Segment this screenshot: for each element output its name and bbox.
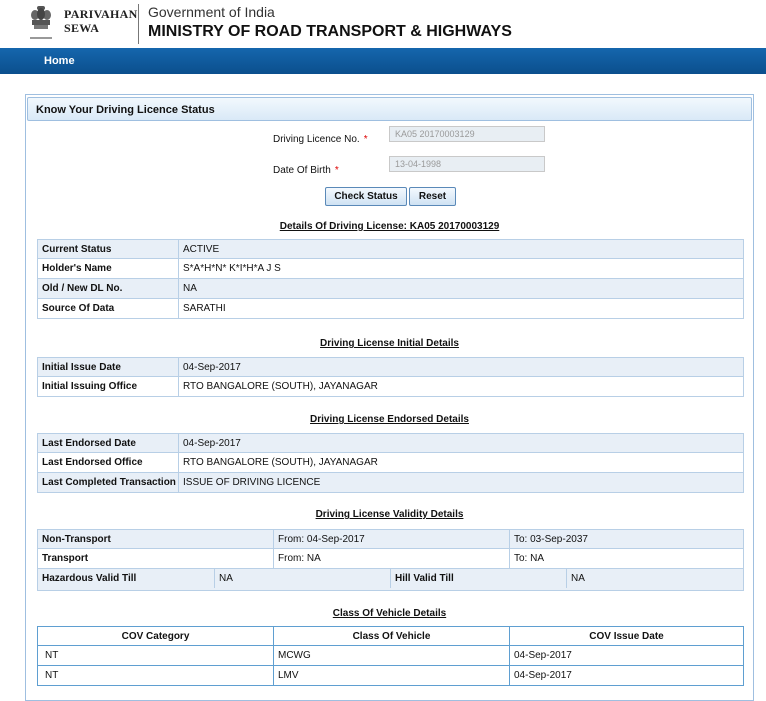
- endorsed-table: [37, 433, 744, 493]
- dob-input[interactable]: [389, 156, 545, 172]
- panel-title: Know Your Driving Licence Status: [36, 104, 215, 116]
- cov-header: COV Category: [121, 631, 190, 642]
- cov-header: Class Of Vehicle: [273, 627, 509, 646]
- row-value: 04-Sep-2017: [178, 434, 743, 453]
- endorsed-section-title: Driving License Endorsed Details: [310, 414, 469, 425]
- brand-line-1: PARIVAHAN: [64, 7, 138, 21]
- hill-label: Hill Valid Till: [390, 569, 566, 588]
- row-key: Holder's Name: [42, 263, 112, 274]
- row-value: ACTIVE: [178, 240, 743, 259]
- table-row: [37, 646, 744, 666]
- hazardous-label: Hazardous Valid Till: [42, 573, 137, 584]
- dob-label: Date Of Birth *: [273, 165, 339, 176]
- details-table: [37, 239, 744, 319]
- header-divider: [138, 4, 139, 44]
- row-value: RTO BANGALORE (SOUTH), JAYANAGAR: [178, 377, 743, 396]
- table-row: [37, 473, 744, 493]
- cov-section-title: Class Of Vehicle Details: [332, 608, 447, 619]
- cov-issue-date: 04-Sep-2017: [509, 666, 743, 685]
- row-key: Last Endorsed Date: [42, 438, 136, 449]
- cov-category: NT: [45, 650, 59, 661]
- table-row: [37, 357, 744, 377]
- table-row: [37, 299, 744, 319]
- cov-table: [37, 626, 744, 686]
- cov-issue-date: 04-Sep-2017: [509, 646, 743, 665]
- row-key: Initial Issue Date: [42, 362, 121, 373]
- table-row: [37, 453, 744, 473]
- cov-class: LMV: [273, 666, 509, 685]
- hill-value: NA: [566, 569, 743, 588]
- table-row: [37, 239, 744, 259]
- nav-home-link[interactable]: Home: [44, 55, 75, 67]
- initial-table: [37, 357, 744, 397]
- initial-section-title: Driving License Initial Details: [320, 338, 459, 349]
- table-row: [37, 666, 744, 686]
- row-key: Last Completed Transaction: [42, 477, 176, 488]
- table-row: [37, 529, 744, 549]
- ministry-title: MINISTRY OF ROAD TRANSPORT & HIGHWAYS: [148, 23, 512, 40]
- cov-class: MCWG: [273, 646, 509, 665]
- row-key: Transport: [42, 553, 89, 564]
- reset-button[interactable]: Reset: [409, 187, 456, 206]
- dl-number-input[interactable]: [389, 126, 545, 142]
- table-row: [37, 549, 744, 569]
- row-value: ISSUE OF DRIVING LICENCE: [178, 473, 743, 492]
- table-row: [37, 259, 744, 279]
- row-value: NA: [178, 279, 743, 298]
- cov-header-row: [37, 626, 744, 646]
- table-row: [37, 433, 744, 453]
- panel-header: [27, 97, 752, 121]
- dl-number-label: Driving Licence No. *: [273, 134, 368, 145]
- row-value: 04-Sep-2017: [178, 358, 743, 377]
- row-key: Last Endorsed Office: [42, 457, 143, 468]
- required-marker: *: [334, 165, 339, 176]
- required-marker: *: [363, 134, 368, 145]
- row-value: S*A*H*N* K*I*H*A J S: [178, 259, 743, 278]
- details-section-title: Details Of Driving License: KA05 20170003129: [279, 221, 500, 232]
- row-key: Non-Transport: [42, 534, 111, 545]
- row-key: Old / New DL No.: [42, 283, 123, 294]
- validity-from: From: 04-Sep-2017: [273, 530, 509, 549]
- row-key: Current Status: [42, 244, 112, 255]
- row-value: RTO BANGALORE (SOUTH), JAYANAGAR: [178, 453, 743, 472]
- check-status-button[interactable]: Check Status: [325, 187, 407, 206]
- table-row: [37, 377, 744, 397]
- government-label: Government of India: [148, 4, 275, 20]
- nav-bar: [0, 48, 766, 74]
- cov-header: COV Issue Date: [509, 627, 743, 646]
- cov-category: NT: [45, 670, 59, 681]
- national-emblem-icon: [26, 4, 56, 44]
- site-header: [0, 0, 766, 48]
- row-value: SARATHI: [178, 299, 743, 318]
- validity-to: To: 03-Sep-2037: [509, 530, 743, 549]
- validity-section-title: Driving License Validity Details: [315, 509, 464, 520]
- brand-line-2: SEWA: [64, 21, 100, 35]
- hazardous-value: NA: [214, 569, 390, 588]
- row-key: Source Of Data: [42, 303, 115, 314]
- validity-to: To: NA: [509, 549, 743, 568]
- dl-status-panel: [25, 94, 754, 701]
- validity-table: [37, 529, 744, 591]
- row-key: Initial Issuing Office: [42, 381, 138, 392]
- table-row: [37, 279, 744, 299]
- table-row: [37, 569, 744, 591]
- validity-from: From: NA: [273, 549, 509, 568]
